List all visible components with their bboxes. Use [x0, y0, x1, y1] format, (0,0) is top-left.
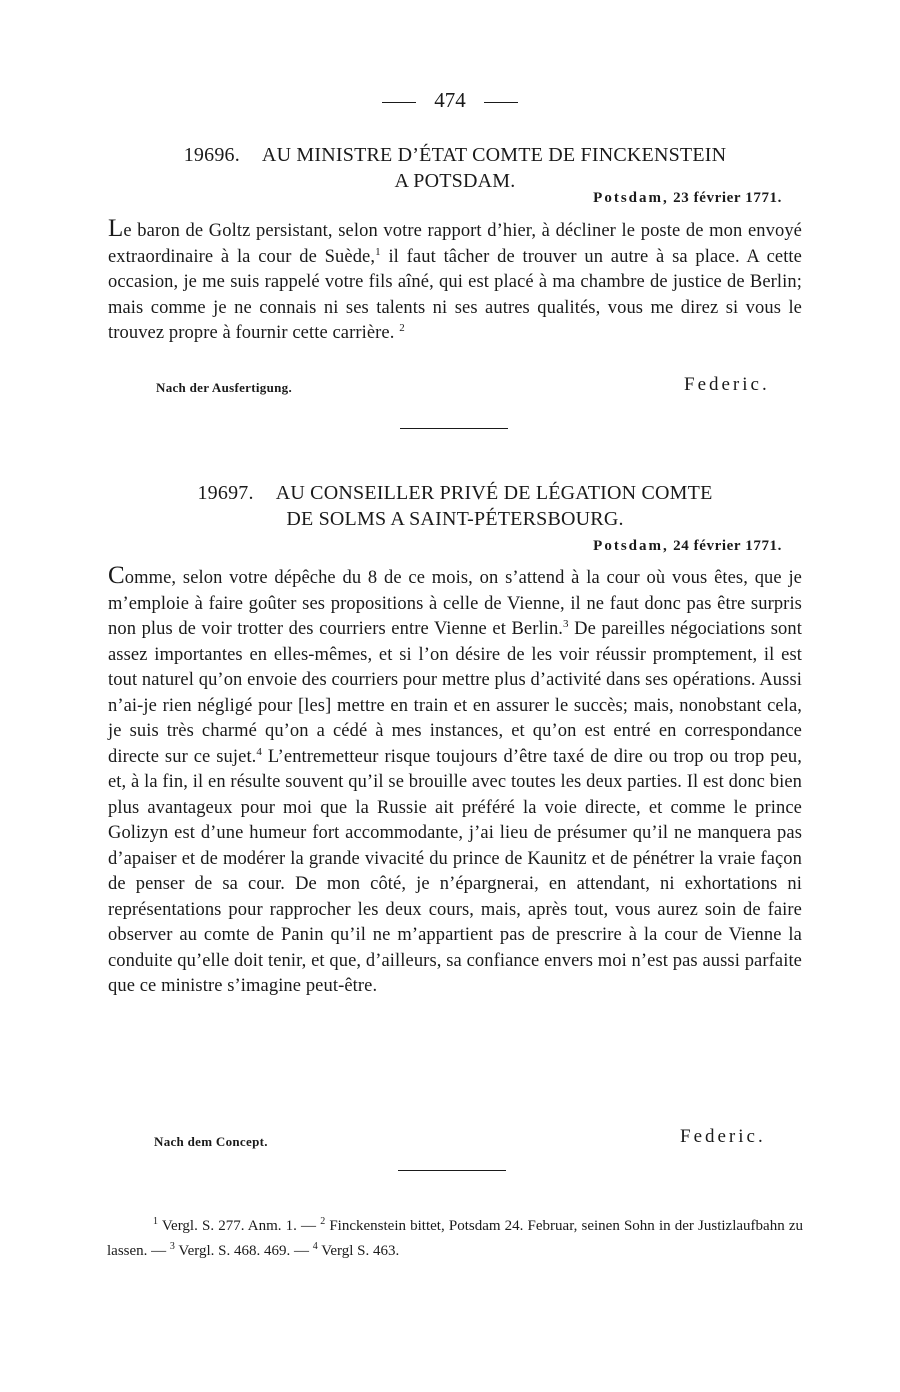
separator-rule: [400, 428, 508, 429]
letter-body-19697: [108, 563, 802, 1000]
body-text: L’entremetteur risque toujours d’être taxé de dire ou trop ou trop peu, et, à la fin, il en résulte souvent qu’il se brouille avec toutes les deux parties. Il est donc bien plus avantageux pour moi que la Russie ait préféré la voie directe, et comme le prince Golizyn est d’une humeur fort accommodante, j’ai lieu de présumer qu’il ne manquera pas d’apaiser et de modérer la grande vivacité du prince de Kaunitz et de pénétrer la vraie façon de penser de sa cour. De mon côté, je n’épargnerai, en attendant, ni exhortations ni représentations pour rapprocher les deux cours, mais, après tout, vous aurez soin de faire observer au comte de Panin qu’il ne m’appartient pas de prescrire à la cour de Vienne la conduite qu’elle doit tenir, et que, d’ailleurs, sa confiance envers moi n’est pas aussi parfaite que ce ministre s’imagine peut-être.: [108, 746, 802, 996]
body-text: De pareilles négociations sont assez importantes en elles-mêmes, et si l’on désire de les voir réussir promptement, il est tout naturel qu’on envoie des courriers pour mettre plus d’activité dans ses opérations. Aussi n’ai-je rien négligé pour [les] mettre en train et en assurer le succès; mais, nonobstant cela, je suis très charmé qu’on a cédé à mes instances, et qu’on est entré en correspondance directe sur ce sujet.: [108, 619, 802, 767]
separator-rule: [398, 1170, 506, 1171]
footnote-text: Vergl. S. 277. Anm. 1. —: [161, 1218, 317, 1234]
page-number-rule-right: [484, 102, 518, 103]
body-text: omme, selon votre dépêche du 8 de ce mois, on s’attend à la cour où vous êtes, que je m’emploie à faire goûter ses propositions à celle de Vienne, il ne faut donc pas être surpris non plus de voir trotter des courriers entre Vienne et Berlin.: [108, 568, 802, 639]
footnote-mark: 4: [312, 1240, 318, 1252]
dateline-date: 23 février 1771.: [673, 190, 782, 206]
body-text: e baron de Goltz persistant, selon votre rapport d’hier, à décliner le poste de mon envoyé extraordinaire à la cour de Suède,: [108, 221, 802, 267]
footnote-mark: 1: [153, 1216, 158, 1227]
page-number-rule-left: [382, 102, 416, 103]
body-text: il faut tâcher de trouver un autre à sa place. A cette occasion, je me suis rappelé votre fils aîné, qui est placé à ma chambre de justice de Berlin; mais comme je ne connais ni ses talents ni ses autres qualités, vous me direz si vous le trouvez propre à fournir cette carrière.: [108, 246, 802, 343]
footnote-mark: 2: [399, 322, 405, 334]
footnote-mark: 4: [256, 745, 263, 758]
letter-number: 19697.: [197, 482, 254, 504]
footnote-text: Finckenstein bittet, Potsdam 24. Februar, seinen Sohn in der Justizlaufbahn zu lassen. —: [107, 1218, 803, 1259]
source-note: Nach dem Concept.: [154, 1134, 268, 1149]
initial-letter: L: [108, 215, 124, 242]
signature: Federic.: [680, 1126, 766, 1147]
letter-body-19696: [108, 216, 802, 347]
footnote-mark: 2: [320, 1216, 326, 1227]
signature: Federic.: [684, 374, 770, 395]
letter-heading-line2: DE SOLMS A SAINT-PÉTERSBOURG.: [286, 508, 624, 530]
letter-dateline: [593, 538, 782, 555]
dateline-place: Potsdam,: [593, 190, 669, 206]
footnote-text: Vergl S. 463.: [321, 1242, 400, 1259]
page-number-text: 474: [434, 88, 466, 112]
footnote-mark: 3: [169, 1240, 175, 1252]
dateline-date: 24 février 1771.: [673, 538, 782, 554]
letter-number: 19696.: [183, 144, 240, 166]
footnote-mark: 1: [375, 245, 381, 258]
letter-heading-line1: AU CONSEILLER PRIVÉ DE LÉGATION COMTE: [275, 482, 713, 504]
initial-letter: C: [108, 562, 125, 589]
letter-heading-line2: A POTSDAM.: [394, 170, 516, 192]
page-number: [0, 88, 900, 113]
footnote-mark: 3: [563, 618, 569, 630]
footnote-text: Vergl. S. 468. 469. —: [178, 1242, 309, 1259]
footnotes: [107, 1214, 803, 1263]
dateline-place: Potsdam,: [593, 538, 669, 554]
source-note: Nach der Ausfertigung.: [156, 380, 293, 395]
letter-dateline: [593, 190, 782, 207]
letter-heading-19697: [110, 480, 800, 532]
letter-heading-line1: AU MINISTRE D’ÉTAT COMTE DE FINCKENSTEIN: [261, 144, 727, 166]
letter-heading-19696: [110, 142, 800, 194]
